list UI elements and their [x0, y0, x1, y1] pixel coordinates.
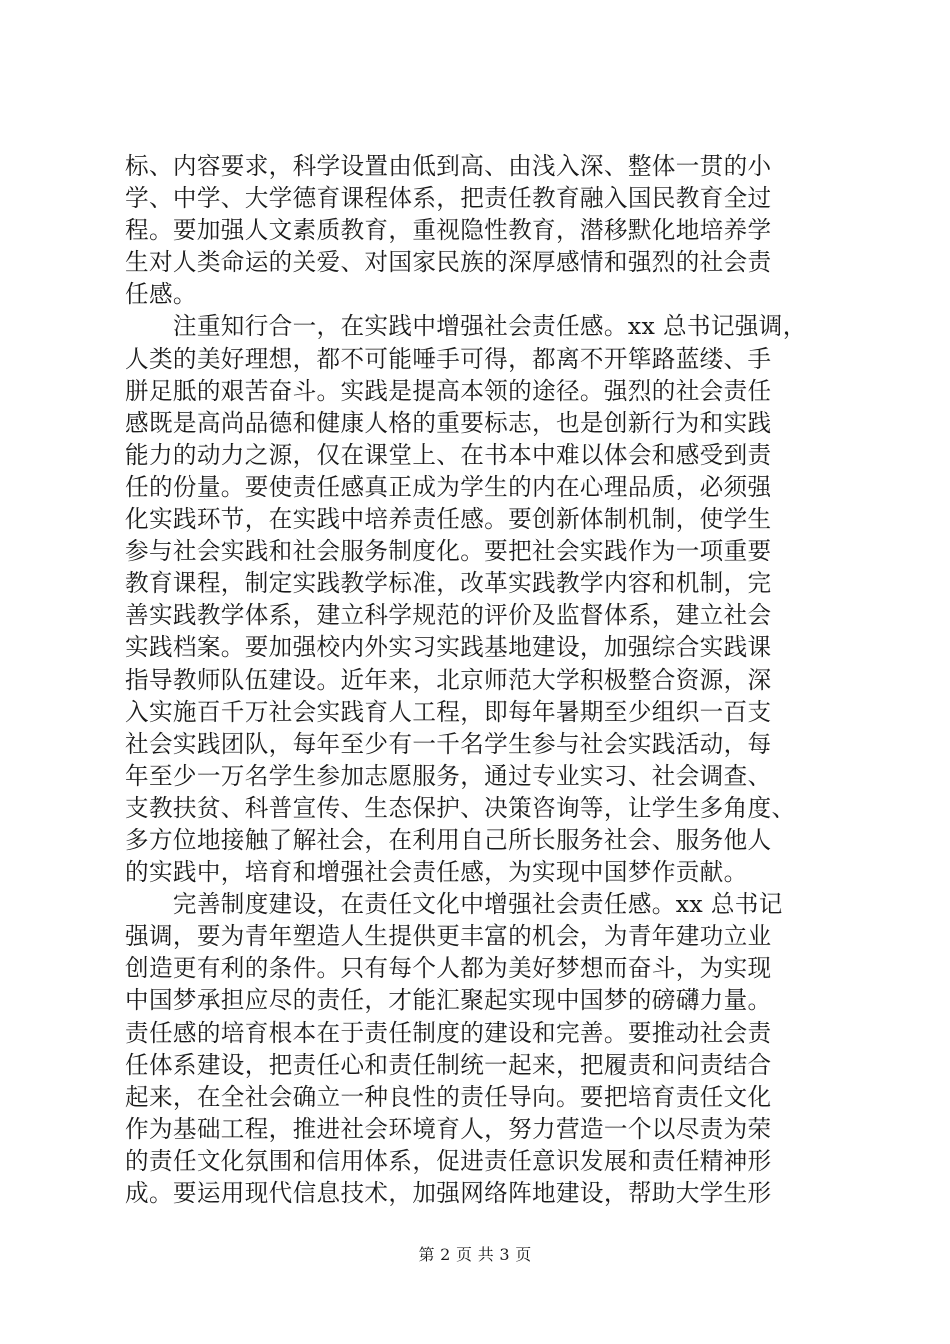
text-line: 学、中学、大学德育课程体系，把责任教育融入国民教育全过 — [125, 184, 772, 213]
text-line: 作为基础工程，推进社会环境育人，努力营造一个以尽责为荣 — [125, 1114, 772, 1143]
text-line: 人类的美好理想，都不可能唾手可得，都离不开筚路蓝缕、手 — [125, 344, 772, 373]
text-line: 入实施百千万社会实践育人工程，即每年暑期至少组织一百支 — [125, 697, 772, 726]
text-line: 程。要加强人文素质教育，重视隐性教育，潜移默化地培养学 — [125, 216, 772, 245]
text-line: 强调，要为青年塑造人生提供更丰富的机会，为青年建功立业 — [125, 922, 772, 951]
text-line: 任感。 — [125, 280, 197, 309]
text-line: 多方位地接触了解社会，在利用自己所长服务社会、服务他人 — [125, 825, 772, 854]
page-footer: 第 2 页 共 3 页 — [418, 1245, 532, 1264]
text-line: 的实践中，培育和增强社会责任感，为实现中国梦作贡献。 — [125, 858, 748, 887]
text-line: 起来，在全社会确立一种良性的责任导向。要把培育责任文化 — [125, 1082, 772, 1111]
text-line: 中国梦承担应尽的责任，才能汇聚起实现中国梦的磅礴力量。 — [125, 986, 772, 1015]
text-line: 指导教师队伍建设。近年来，北京师范大学积极整合资源，深 — [125, 665, 772, 694]
text-line: 支教扶贫、科普宣传、生态保护、决策咨询等，让学生多角度、 — [125, 793, 796, 822]
text-line: 实践档案。要加强校内外实习实践基地建设，加强综合实践课 — [125, 633, 772, 662]
text-line: 化实践环节，在实践中培养责任感。要创新体制机制，使学生 — [125, 505, 772, 534]
text-line: 生对人类命运的关爱、对国家民族的深厚感情和强烈的社会责 — [125, 248, 772, 277]
text-line: 注重知行合一，在实践中增强社会责任感。xx 总书记强调， — [125, 312, 807, 341]
text-line: 能力的动力之源，仅在课堂上、在书本中难以体会和感受到责 — [125, 440, 772, 469]
text-line: 年至少一万名学生参加志愿服务，通过专业实习、社会调查、 — [125, 761, 772, 790]
text-line: 完善制度建设，在责任文化中增强社会责任感。xx 总书记 — [125, 890, 783, 919]
text-line: 感既是高尚品德和健康人格的重要标志，也是创新行为和实践 — [125, 408, 772, 437]
text-line: 社会实践团队，每年至少有一千名学生参与社会实践活动，每 — [125, 729, 772, 758]
text-line: 教育课程，制定实践教学标准，改革实践教学内容和机制，完 — [125, 569, 772, 598]
text-line: 任的份量。要使责任感真正成为学生的内在心理品质，必须强 — [125, 472, 772, 501]
text-line: 的责任文化氛围和信用体系，促进责任意识发展和责任精神形 — [125, 1146, 772, 1175]
text-line: 创造更有利的条件。只有每个人都为美好梦想而奋斗，为实现 — [125, 954, 772, 983]
text-line: 责任感的培育根本在于责任制度的建设和完善。要推动社会责 — [125, 1018, 772, 1047]
text-line: 参与社会实践和社会服务制度化。要把社会实践作为一项重要 — [125, 537, 772, 566]
text-line: 成。要运用现代信息技术，加强网络阵地建设，帮助大学生形 — [125, 1179, 772, 1207]
text-line: 任体系建设，把责任心和责任制统一起来，把履责和问责结合 — [125, 1050, 772, 1079]
body-text — [125, 150, 845, 1209]
text-line: 胼足胝的艰苦奋斗。实践是提高本领的途径。强烈的社会责任 — [125, 376, 772, 405]
text-line: 标、内容要求，科学设置由低到高、由浅入深、整体一贯的小 — [125, 152, 772, 180]
text-line: 善实践教学体系，建立科学规范的评价及监督体系，建立社会 — [125, 601, 772, 630]
